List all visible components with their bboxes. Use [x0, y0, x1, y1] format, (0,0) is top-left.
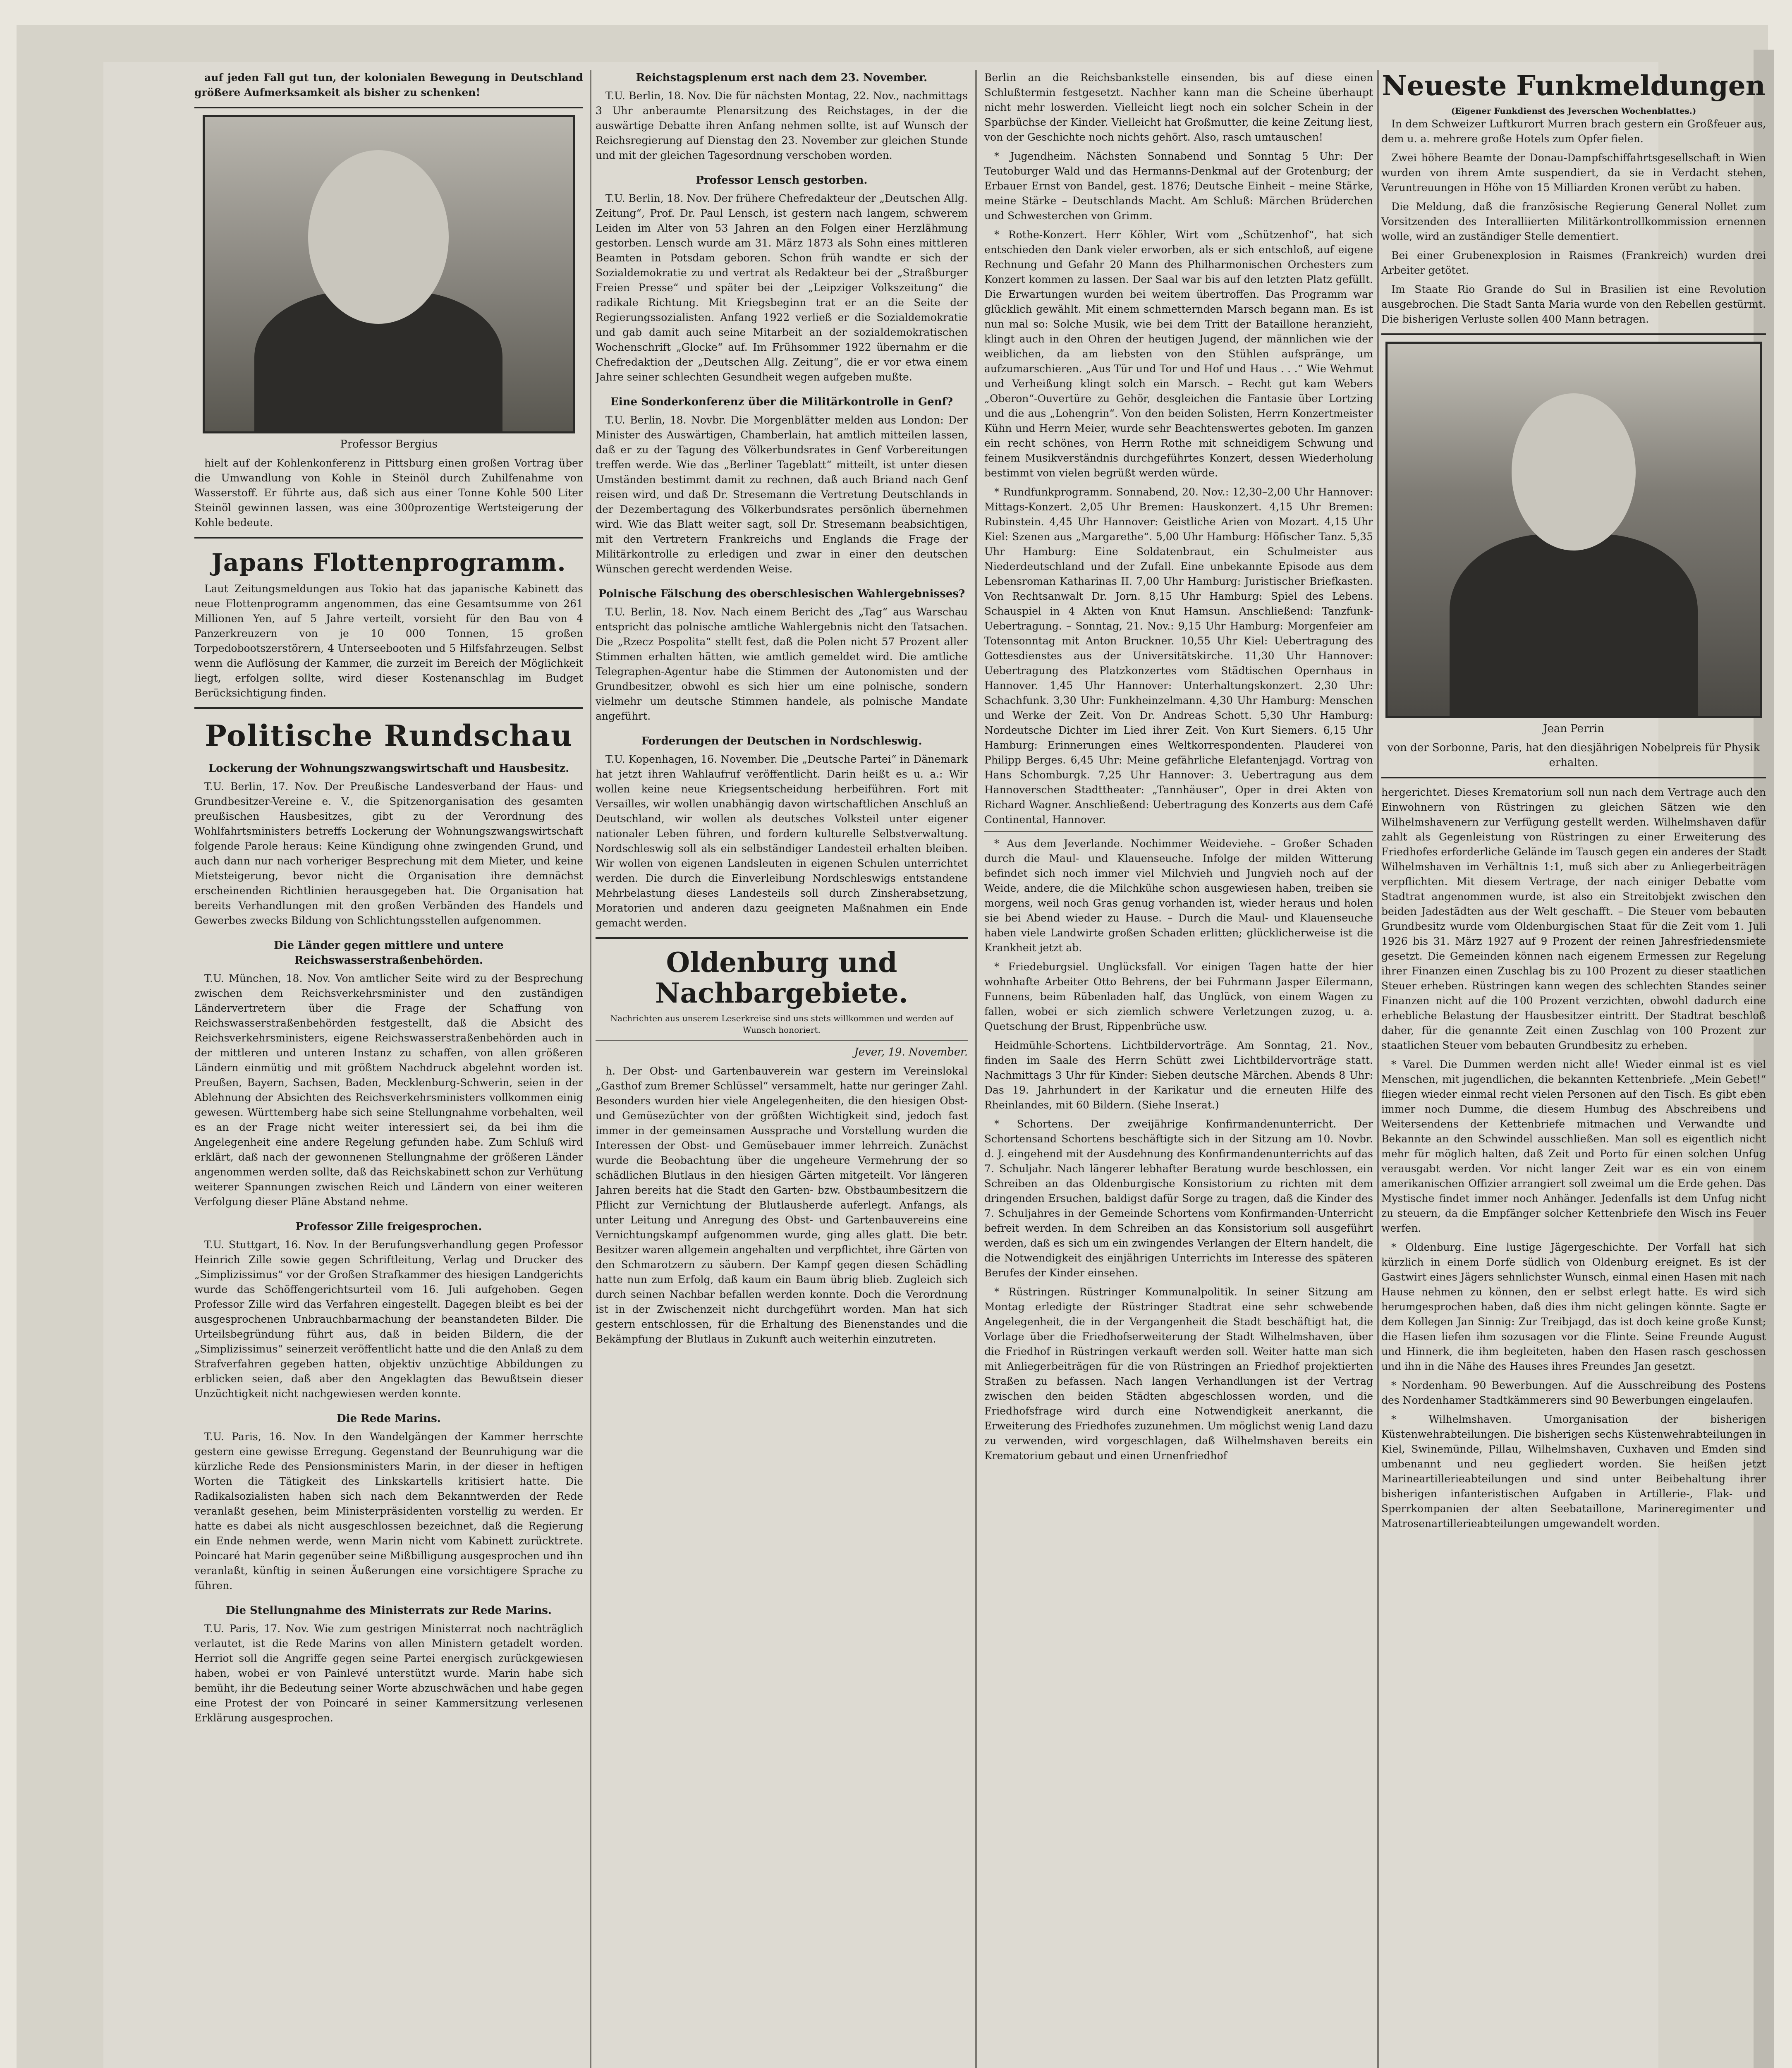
- subhead-polen: Polnische Fälschung des oberschlesischen Wahlergebnisses?: [598, 588, 965, 600]
- portrait-suit: [1450, 534, 1698, 718]
- article-oldenburg-jaeger: * Oldenburg. Eine lustige Jägergeschichte. Der Vorfall hat sich kürzlich in einem Dorfe südlich von Oldenburg ereignet. Es ist der Gastwirt eines Jägers sehnlichster Wunsch, einmal einen Hasen mit nach Hause nehmen zu können, den er selbst erlegt hatte. Es wird sich herumgesprochen haben, daß dies ihm nicht gelingen könnte. Sagte er dem Kollegen Jan Sinnig: Zur Treibjagd, das ist doch keine große Kunst; die Hasen liefen ihm sozusagen vor die Flinte. Seine Freunde August und Hinnerk, die ihm begleiteten, haben den Hasen rasch geschossen und ihn in die Nähe des Hauses ihres Freundes Jan gesetzt.: [1381, 1241, 1766, 1372]
- column-2: [596, 70, 968, 2068]
- column-rule: [1377, 70, 1379, 2068]
- subhead-stellungnahme: Die Stellungnahme des Ministerrats zur Rede Marins.: [226, 1604, 552, 1617]
- funk-item: Die Meldung, daß die französische Regierung General Nollet zum Vorsitzenden des Interalliierten Militärkontrollkommission ernennen wolle, wird an zuständiger Stelle dementiert.: [1381, 201, 1766, 242]
- dateline: Jever, 19. November.: [854, 1046, 968, 1058]
- portrait-face: [1512, 393, 1636, 551]
- headline-oldenburg: Oldenburg und Nachbargebiete.: [655, 946, 908, 1009]
- section-rule: [596, 937, 968, 939]
- section-rule: [1381, 777, 1766, 778]
- colonial-article-end: auf jeden Fall gut tun, der kolonialen Bewegung in Deutschland größere Aufmerksamkeit als bisher zu schenken!: [194, 72, 583, 98]
- article-lensch: T.U. Berlin, 18. Nov. Der frühere Chefredakteur der „Deutschen Allg. Zeitung“, Prof. Dr. Paul Lensch, ist gestern nach langem, schwerem Leiden im Alter von 53 Jahren an den Folgen einer Herzlähmung gestorben. Lensch wurde am 31. März 1873 als Sohn eines mittleren Beamten in Potsdam geboren. Schon früh wandte er sich der Sozialdemokratie zu und vertrat als Redakteur bei der „Straßburger Freien Presse“ und später bei der „Leipziger Volkszeitung“ die radikale Richtung. Mit Kriegsbeginn trat er an die Seite der Regierungssozialisten. Anfang 1922 verließ er die Sozialdemokratie und gab damit auch seine Mitarbeit an der sozialdemokratischen Wochenschrift „Glocke“ auf. Im Frühsommer 1922 übernahm er die Chefredaktion der „Deutschen Allg. Zeitung“, die er vor etwa einem Jahre seiner schlechten Gesundheit wegen aufgeben mußte.: [596, 192, 968, 383]
- article-marin: T.U. Paris, 16. Nov. In den Wandelgängen der Kammer herrschte gestern eine gewisse Erregung. Gegenstand der Beunruhigung war die kürzliche Rede des Pensionsministers Marin, in der dieser in heftigen Worten die Tätigkeit des Linkskartells kritisiert hatte. Die Radikalsozialisten haben sich nach dem Bekanntwerden der Rede veranlaßt gesehen, beim Ministerpräsidenten vorstellig zu werden. Er hatte es dabei als nicht ausgeschlossen bezeichnet, daß die Regierung ein Ende nehmen werde, wenn Marin nicht vom Kabinett zurücktrete. Poincaré hat Marin gegenüber seine Mißbilligung ausgesprochen und ihn veranlaßt, künftig in seinen Äußerungen eine vorsichtigere Sprache zu führen.: [194, 1431, 583, 1592]
- article-heidmuehle: Heidmühle-Schortens. Lichtbildervorträge. Am Sonntag, 21. Nov., finden im Saale des Herrn Schütt zwei Lichtbildervorträge statt. Nachmittags 3 Uhr für Kinder: Sieben deutsche Märchen. Abends 8 Uhr: Das 19. Jahrhundert in der Karikatur und die erneuten Hilfe des Rheinlandes, mit 60 Bildern. (Siehe Inserat.): [984, 1039, 1373, 1111]
- section-rule: [194, 107, 583, 108]
- column-rule: [975, 70, 977, 2068]
- funk-subtitle: (Eigener Funkdienst des Jeverschen Wochenblattes.): [1451, 106, 1696, 116]
- article-stellungnahme: T.U. Paris, 17. Nov. Wie zum gestrigen Ministerrat noch nachträglich verlautet, ist die Rede Marins von allen Ministern getadelt worden. Herriot soll die Angriffe gegen seine Partei energisch zurückgewiesen haben, wobei er von Painlevé unterstützt wurde. Marin habe sich bemüht, ihr die Bedeutung seiner Worte abzuschwächen und habe gegen eine Protest der von Poincaré in seiner Kammersitzung verlesenen Erklärung ausgesprochen.: [194, 1623, 583, 1724]
- column-4: [1381, 70, 1766, 2068]
- article-obstbau: h. Der Obst- und Gartenbauverein war gestern im Vereinslokal „Gasthof zum Bremer Schlüssel“ versammelt, hatte nur geringer Zahl. Besonders wurden hier viele Angelegenheiten, die den hiesigen Obst- und Gemüsezüchter von der größten Wichtigkeit sind, jedoch fast immer in der gemeinsamen Aussprache und Vorstellung wurden die Interessen der Obst- und Gemüsebauer immer lehrreich. Zunächst wurde die Beobachtung über die ungeheure Vermehrung der so schädlichen Blutlaus in den hiesigen Gärten mitgeteilt. Vor längeren Jahren bereits hat die Stadt den Garten- bzw. Obstbaumbesitzern die Pflicht zur Vernichtung der Blutlausherde auferlegt. Anfangs, als unter Leitung und Anregung des Obst- und Gartenbauvereins eine Vernichtungskampf aufgenommen wurde, ging alles glatt. Die betr. Besitzer waren allgemein angehalten und verpflichtet, ihre Gärten von den Schmarotzern zu säubern. Der Kampf gegen diesen Schädling hatte nun zum Erfolg, daß kaum ein Baum übrig blieb. Zugleich sich durch seinen Nachbar befallen werden konnte. Doch die Verordnung ist in der Zwischenzeit nicht durchgeführt worden. Man hat sich gestern entschlossen, für die Erhaltung des Bienenstandes und die Bekämpfung der Blutlaus in Zukunft auch weiterhin einzutreten.: [596, 1065, 968, 1345]
- subhead-lensch: Professor Lensch gestorben.: [696, 174, 868, 187]
- section-rule: [1381, 333, 1766, 335]
- article-jugendheim: * Jugendheim. Nächsten Sonnabend und Sonntag 5 Uhr: Der Teutoburger Wald und das Hermanns-Denkmal auf der Grotenburg; der Erbauer Ernst von Bandel, gest. 1876; Deutsche Einheit – meine Stärke, meine Stärke – Deutschlands Macht. Am Schluß: Märchen Brüderchen und Schwesterchen von Grimm.: [984, 150, 1373, 222]
- headline-funkmeldungen: Neueste Funkmeldungen: [1382, 70, 1766, 102]
- subhead-marin: Die Rede Marins.: [337, 1412, 441, 1425]
- article-schortens: * Schortens. Der zweijährige Konfirmandenunterricht. Der Schortensand Schortens beschäftigte sich in der Sitzung am 10. Novbr. d. J. eingehend mit der Ausdehnung des Konfirmandenunterrichts auf das 7. Schuljahr. Nach längerer lebhafter Beratung wurde beschlossen, ein Schreiben an das Oldenburgische Konsistorium zu richten mit dem dringenden Ersuchen, baldigst dafür Sorge zu tragen, daß die Kinder des 7. Schuljahres in der Gemeinde Schortens vom Konfirmanden-Unterricht befreit werden. In dem Schreiben an das Konsistorium soll ausgeführt werden, daß es sich um ein zwingendes Verlangen der Eltern handelt, die die Notwendigkeit des einjährigen Unterrichts im Interesse des späteren Berufes der Kinder einsehen.: [984, 1118, 1373, 1279]
- column-3: [984, 70, 1373, 2068]
- article-reichstag: T.U. Berlin, 18. Nov. Die für nächsten Montag, 22. Nov., nachmittags 3 Uhr anberaumte Plenarsitzung des Reichstages, in der die auswärtige Debatte ihren Anfang nehmen sollte, ist auf Wunsch der Reichsregierung auf Dienstag den 23. November zur gleichen Stunde und mit der gleichen Tagesordnung verschoben worden.: [596, 90, 968, 161]
- article-rothe-konzert: * Rothe-Konzert. Herr Köhler, Wirt vom „Schützenhof“, hat sich entschieden den Dank vieler erworben, als er sich entschloß, auf eigene Rechnung und Gefahr 20 Mann des Philharmonischen Orchesters zum Konzert kommen zu lassen. Der Saal war bis auf den letzten Platz gefüllt. Die Erwartungen wurden bei weitem übertroffen. Das Programm war glücklich gewählt. Mit einem schmetternden Marsch begann man. Es ist nun mal so: Solche Musik, wie bei dem Tritt der Bataillone heranzieht, klingt auch in den Ohren der heutigen Jugend, der männlichen wie der weiblichen, da am liebsten von den Stühlen aufspränge, um aufzumarschieren. „Aus Tür und Tor und Hof und Haus . . .“ Wie Wehmut und Verheißung klingt solch ein Marsch. – Recht gut kam Webers „Oberon“-Ouvertüre zu Gehör, desgleichen die Fantasie über Lortzing und die aus „Lohengrin“. Von den beiden Solisten, Herrn Konzertmeister Kühn und Herrn Meier, wurde sehr Beachtenswertes geboten. Im ganzen ein recht schönes, von Herrn Rothe mit schneidigem Schwung und feinem Musikverständnis durchgeführtes Konzert, dessen Wiederholung bestimmt von vielen begrüßt werden würde.: [984, 229, 1373, 479]
- article-lockerung: T.U. Berlin, 17. Nov. Der Preußische Landesverband der Haus- und Grundbesitzer-Vereine e. V., die Spitzenorganisation des gesamten preußischen Hausbesitzes, gibt zu der Verordnung des Wohlfahrtsministers betreffs Lockerung der Wohnungszwangswirtschaft folgende Parole heraus: Keine Kündigung ohne zwingenden Grund, und auch dann nur nach vorheriger Besprechung mit dem Mieter, und keine Mietsteigerung, bevor nicht die Organisation ihre demnächst erscheinenden Richtlinien herausgegeben hat. Die Organisation hat bereits Verhandlungen mit den großen Verbänden des Handels und Gewerbes zwecks Bildung von Schlichtungsstellen aufgenommen.: [194, 780, 583, 926]
- article-nordschleswig: T.U. Kopenhagen, 16. November. Die „Deutsche Partei“ in Dänemark hat jetzt ihren Wahlaufruf veröffentlicht. Darin heißt es u. a.: Wir wollen keine neue Kriegsentscheidung herbeiführen. Fort mit Versailles, wir wollen unabhängig davon wirtschaftlichen Anschluß an Deutschland, wir wollen als deutsches Volksteil unter eigener nationaler Leben führen, und fordern kulturelle Selbstverwaltung. Nordschleswig soll als ein selbständiger Landesteil erhalten bleiben. Wir wollen von eigenen Landsleuten in eigenen Schulen unterrichtet werden. Die durch die Einverleibung Nordschleswigs entstandene Mehrbelastung dieses Landesteils soll durch Zinsherabsetzung, Moratorien und anderen dazu geeigneten Maßnahmen ein Ende gemacht werden.: [596, 753, 968, 929]
- subhead-zille: Professor Zille freigesprochen.: [295, 1221, 482, 1233]
- column-1: [194, 70, 583, 2068]
- funk-item: Zwei höhere Beamte der Donau-Dampfschiffahrtsgesellschaft in Wien wurden von ihrem Amte suspendiert, da sie in Verdacht stehen, Veruntreuungen in Höhe von 15 Milliarden Kronen verübt zu haben.: [1381, 152, 1766, 194]
- article-polen: T.U. Berlin, 18. Nov. Nach einem Bericht des „Tag“ aus Warschau entspricht das polnische amtliche Wahlergebnis nicht den Tatsachen. Die „Rzecz Pospolita“ stellt fest, daß die Polen nicht 57 Prozent aller Stimmen erhalten hätten, wie amtlich gemeldet wird. Die amtliche Telegraphen-Agentur habe die Stimmen der Autonomisten und der Grundbesitzer, obwohl es sich hier um eine polnische, sondern vielmehr um deutsche Stimmen handele, als polnische Mandate angeführt.: [596, 606, 968, 722]
- photo-caption: Professor Bergius: [340, 438, 438, 450]
- subhead-sonderkonferenz: Eine Sonderkonferenz über die Militärkontrolle in Genf?: [610, 396, 953, 408]
- article-reichsbank-end: Berlin an die Reichsbankstelle einsenden, bis auf diese einen Schlußtermin festgesetzt. Nachher kann man die Scheine überhaupt nicht mehr loswerden. Vielleicht liegt noch ein solcher Schein in der Sparbüchse der Kinder. Vielleicht hat Großmutter, die keine Zeitung liest, von der Geschichte noch nichts gehört. Also, rasch umtauschen!: [984, 72, 1373, 143]
- subhead-lockerung: Lockerung der Wohnungszwangswirtschaft und Hausbesitz.: [208, 762, 569, 775]
- funk-item: In dem Schweizer Luftkurort Murren brach gestern ein Großfeuer aus, dem u. a. mehrere große Hotels zum Opfer fielen.: [1381, 118, 1766, 145]
- article-laender: T.U. München, 18. Nov. Von amtlicher Seite wird zu der Besprechung zwischen dem Reichsverkehrsminister und den zuständigen Ländervertretern über die Frage der Schaffung von Reichswasserstraßenbehörden festgestellt, daß die Absicht des Reichsverkehrsministers, eigene Reichswasserstraßenbehörden auch in der mittleren und unteren Instanz zu schaffen, von allen größeren Ländern einmütig und mit größtem Nachdruck abgelehnt worden ist. Preußen, Bayern, Sachsen, Baden, Mecklenburg-Schwerin, seien in der Ablehnung der Absichten des Reichsverkehrsministers vollkommen einig gewesen. Württemberg habe sich seine Stellungnahme vorbehalten, weil es an der Frage nicht weiter interessiert sei, da bei ihm die Angelegenheit eine andere Regelung gefunden habe. Zum Schluß wird erklärt, daß nach der gewonnenen Stellungnahme der größeren Länder angenommen werden sollte, daß das Reichskabinett schon zur Verhütung weiterer Spannungen zwischen Reich und Ländern von einer weiteren Verfolgung dieser Pläne Abstand nehme.: [194, 972, 583, 1208]
- photo-text: von der Sorbonne, Paris, hat den diesjährigen Nobelpreis für Physik erhalten.: [1387, 742, 1760, 769]
- column-rule: [590, 70, 591, 2068]
- thin-rule: [984, 831, 1373, 832]
- funk-item: Bei einer Grubenexplosion in Raismes (Frankreich) wurden drei Arbeiter getötet.: [1381, 249, 1766, 276]
- article-rundfunk: * Rundfunkprogramm. Sonnabend, 20. Nov.: 12,30–2,00 Uhr Hannover: Mittags-Konzert. 2,05 Uhr Bremen: Hauskonzert. 4,15 Uhr Bremen: Rubinstein. 4,45 Uhr Hannover: Geistliche Arien von Mozart. 4,15 Uhr Kiel: Szenen aus „Margarethe“. 5,00 Uhr Hamburg: Höfischer Tanz. 5,35 Uhr Hamburg: Eine Soldatenbraut, ein Schulmeister aus Niederdeutschland und der Zufall. Eine unbekannte Episode aus dem Lebensroman Katharinas II. 7,00 Uhr Hamburg: Juristischer Briefkasten. Von Rechtsanwalt Dr. Jorn. 8,15 Uhr Hamburg: Spiel des Lebens. Schauspiel in 4 Akten von Knut Hamsun. Anschließend: Tanzfunk-Uebertragung. – Sonntag, 21. Nov.: 9,15 Uhr Hamburg: Morgenfeier am Totensonntag mit Anton Bruckner. 10,55 Uhr Kiel: Uebertragung des Gottesdienstes aus der Universitätskirche. 11,30 Uhr Hannover: Uebertragung des Platzkonzertes vom Städtischen Opernhaus in Hannover. 1,45 Uhr Hannover: Unterhaltungskonzert. 2,30 Uhr: Schachfunk. 3,30 Uhr: Funkheinzelmann. 4,30 Uhr Hamburg: Menschen und Werke der Zeit. Von Dr. Andreas Schott. 5,30 Uhr Hamburg: Nordeutsche Dichter im Lied ihrer Zeit. Von Kurt Siemers. 6,15 Uhr Hamburg: Erinnerungen eines Weltkorrespondenten. Plauderei von Philipp Berges. 6,45 Uhr: Meine gefährliche Elefantenjagd. Vortrag von Hans Schomburgk. 7,25 Uhr Hannover: 3. Uebertragung aus dem Hannoverschen Stadttheater: „Tannhäuser“, Oper in drei Akten von Richard Wagner. Anschließend: Uebertragung des Konzerts aus dem Café Continental, Hannover.: [984, 486, 1373, 826]
- article-nordenham: * Nordenham. 90 Bewerbungen. Auf die Ausschreibung des Postens des Nordenhamer Stadtkämmerers sind 90 Bewerbungen eingelaufen.: [1381, 1379, 1766, 1406]
- subhead-nordschleswig: Forderungen der Deutschen in Nordschleswig.: [641, 735, 922, 747]
- photo-text: hielt auf der Kohlenkonferenz in Pittsburg einen großen Vortrag über die Umwandlung von Kohle in Steinöl durch Zuhilfenahme von Wasserstoff. Er führte aus, daß sich aus einer Tonne Kohle 500 Liter Steinöl gewinnen lassen, was eine 300prozentige Wertsteigerung der Kohle bedeute.: [194, 457, 583, 529]
- portrait-face: [308, 150, 449, 324]
- photo-caption: Jean Perrin: [1543, 723, 1604, 735]
- subhead-laender: Die Länder gegen mittlere und untere Reichswasserstraßenbehörden.: [274, 939, 504, 967]
- article-krematorium: hergerichtet. Dieses Krematorium soll nun nach dem Vertrage auch den Einwohnern von Rüstringen zu gleichen Sätzen wie den Wilhelmshavenern zur Verfügung gestellt werden. Wilhelmshaven dafür zahlt als Gegenleistung von Rüstringen zu einer Erweiterung des Friedhofes erforderliche Gelände im Tausch gegen ein anderes der Stadt Wilhelmshaven im Verhältnis 1:1, muß sich aber zu Anliegerbeiträgen verpflichten. Mit diesem Vertrage, der nach einiger Debatte vom Stadtrat angenommen wurde, ist also ein Streitobjekt zwischen den beiden Jadestädten aus der Welt geschafft. – Die Steuer vom bebauten Grundbesitz wurde vom Oldenburgischen Staat für die Zeit vom 1. Juli 1926 bis 31. März 1927 auf 9 Prozent der reinen Jahresfriedensmiete gesetzt. Die Gemeinden können nach eigenem Ermessen zur Regelung ihrer Finanzen einen Zuschlag bis zu 100 Prozent zu dieser staatlichen Steuer erheben. Rüstringen kann wegen des schlechten Standes seiner Finanzen nicht auf die 100 Prozent verzichten, obwohl dadurch eine erhebliche Belastung der Hausbesitzer eintritt. Der Stadtrat beschloß daher, für die genannte Zeit einen Zuschlag von 100 Prozent zur staatlichen Steuer vom bebauten Grundbesitz zu erheben.: [1381, 786, 1766, 1051]
- headline-japan: Japans Flottenprogramm.: [211, 548, 566, 577]
- portrait-photo-perrin: [1385, 342, 1762, 718]
- article-varel: * Varel. Die Dummen werden nicht alle! Wieder einmal ist es viel Menschen, mit jugendlichen, die bekannten Kettenbriefe. „Mein Gebet!“ fliegen wieder einmal recht vielen Personen auf den Tisch. Es gibt eben immer noch Dumme, die diesem Humbug des Abschreibens und Weitersendens der Kettenbriefe mitmachen und Verwandte und Bekannte an den Schwindel ausschließen. Man soll es eigentlich nicht mehr für möglich halten, daß Zeit und Porto für einen solchen Unfug verausgabt werden. Vor nicht langer Zeit war es ein von einem amerikanischen Offizier arrangiert soll zweimal um die Erde gehen. Das Mystische findet immer noch Anhänger. Jedenfalls ist dem Unfug nicht zu steuern, da die Empfänger solcher Kettenbriefe den Wisch ins Feuer werfen.: [1381, 1058, 1766, 1234]
- reader-note: Nachrichten aus unserem Leserkreise sind uns stets willkommen und werden auf Wunsch honoriert.: [610, 1013, 953, 1035]
- article-jeverland: * Aus dem Jeverlande. Nochimmer Weideviehe. – Großer Schaden durch die Maul- und Klauenseuche. Infolge der milden Witterung befindet sich noch immer viel Milchvieh und Jungvieh noch auf der Weide, andere, die die Milchkühe schon ausgewiesen haben, treiben sie morgens, weil noch Gras genug vorhanden ist, wieder heraus und holen sie bei Abend wieder zu Hause. – Durch die Maul- und Klauenseuche haben viele Landwirte großen Schaden erlitten; glücklicherweise ist die Krankheit jetzt ab.: [984, 838, 1373, 954]
- article-zille: T.U. Stuttgart, 16. Nov. In der Berufungsverhandlung gegen Professor Heinrich Zille sowie gegen Schriftleitung, Verlag und Drucker des „Simplizissimus“ vor der Großen Strafkammer des hiesigen Landgerichts wurde das Schöffengerichtsurteil vom 16. Juli aufgehoben. Gegen Professor Zille wird das Verfahren eingestellt. Dagegen bleibt es bei der ausgesprochenen Unbrauchbarmachung der beanstandeten Bilder. Die Urteilsbegründung führt aus, daß in beiden Bildern, die der „Simplizissimus“ seinerzeit veröffentlicht hatte und die den Anlaß zu dem Strafverfahren gegeben hatten, objektiv unzüchtige Abbildungen zu erblicken seien, daß aber den Angeklagten das Bewußtsein dieser Unzüchtigkeit nicht nachgewiesen werden konnte.: [194, 1239, 583, 1400]
- article-sonderkonferenz: T.U. Berlin, 18. Novbr. Die Morgenblätter melden aus London: Der Minister des Auswärtigen, Chamberlain, hat amtlich mitteilen lassen, daß er zu der Tagung des Völkerbundsrates in Genf Vorbereitungen treffen werde. Wie das „Berliner Tageblatt“ mitteilt, ist unter diesen Umständen bestimmt damit zu rechnen, daß auch Briand nach Genf reisen wird, und daß Dr. Stresemann die Vertretung Deutschlands in der Dezembertagung des Völkerbundsrates persönlich übernehmen wird. Wie das Blatt weiter sagt, soll Dr. Stresemann beabsichtigen, mit den Vertretern Frankreichs und Englands die Frage der Militärkontrolle zu erledigen und zwar in einer den deutschen Wünschen gerecht werdenden Weise.: [596, 414, 968, 575]
- portrait-photo-bergius: [203, 115, 575, 433]
- headline-rundschau: Politische Rundschau: [205, 718, 573, 753]
- section-rule: [194, 537, 583, 539]
- article-wilhelmshaven: * Wilhelmshaven. Umorganisation der bisherigen Küstenwehrabteilungen. Die bisherigen sechs Küstenwehrabteilungen in Kiel, Swinemünde, Pillau, Wilhelmshaven, Cuxhaven und Emden sind umbenannt und neu gegliedert worden. Sie heißen jetzt Marineartillerieabteilungen und sind unter Beibehaltung ihrer bisherigen infanteristischen Aufgaben in Artillerie-, Flak- und Sperrkompanien der alten Seebataillone, Marineregimenter und Matrosenartillerieabteilungen umgewandelt worden.: [1381, 1413, 1766, 1529]
- article-friedeburgsiel: * Friedeburgsiel. Unglücksfall. Vor einigen Tagen hatte der hier wohnhafte Arbeiter Otto Behrens, der bei Fuhrmann Jasper Eilermann, Funnens, beim Rübenladen half, das Unglück, von einem Wagen zu fallen, wobei er sich ziemlich schwere Verletzungen zuzog, u. a. Quetschung der Brust, Rippenbrüche usw.: [984, 961, 1373, 1032]
- subhead-reichstag: Reichstagsplenum erst nach dem 23. November.: [636, 72, 928, 84]
- article-japan: Laut Zeitungsmeldungen aus Tokio hat das japanische Kabinett das neue Flottenprogramm angenommen, das eine Gesamtsumme von 261 Millionen Yen, auf 5 Jahre verteilt, vorsieht für den Bau von 4 Panzerkreuzern von je 10 000 Tonnen, 15 großen Torpedobootszerstörern, 4 Unterseebooten und 5 Hilfsfahrzeugen. Selbst wenn die Auflösung der Kammer, die zurzeit im Bereich der Möglichkeit liegt, erfolgen sollte, wird dieser Kostenanschlag im Budget Berücksichtigung finden.: [194, 583, 583, 699]
- thin-rule: [596, 1040, 968, 1041]
- article-ruestringen: * Rüstringen. Rüstringer Kommunalpolitik. In seiner Sitzung am Montag erledigte der Rüstringer Stadtrat eine sehr schwebende Angelegenheit, die in der Vergangenheit die Stadt beschäftigt hat, die Vorlage über die Friedhofserweiterung der Stadt Wilhelmshaven, über die Friedhof in Rüstringen verkauft werden soll. Weiter hatte man sich mit Anliegerbeiträgen für die von Rüstringen an Friedhof projektierten Straßen zu befassen. Nach langen Verhandlungen ist der Vertrag zwischen den beiden Städten abgeschlossen worden, und die Friedhofsfrage wird durch eine Notwendigkeit anerkannt, die Erweiterung des Friedhofes zuzunehmen. Um möglichst wenig Land dazu zu verwenden, wird vorgeschlagen, daß Wilhelmshaven bereits ein Krematorium gebaut und einen Urnenfriedhof: [984, 1286, 1373, 1462]
- funk-item: Im Staate Rio Grande do Sul in Brasilien ist eine Revolution ausgebrochen. Die Stadt Santa Maria wurde von den Rebellen gestürmt. Die bisherigen Verluste sollen 400 Mann betragen.: [1381, 283, 1766, 325]
- section-rule: [194, 707, 583, 709]
